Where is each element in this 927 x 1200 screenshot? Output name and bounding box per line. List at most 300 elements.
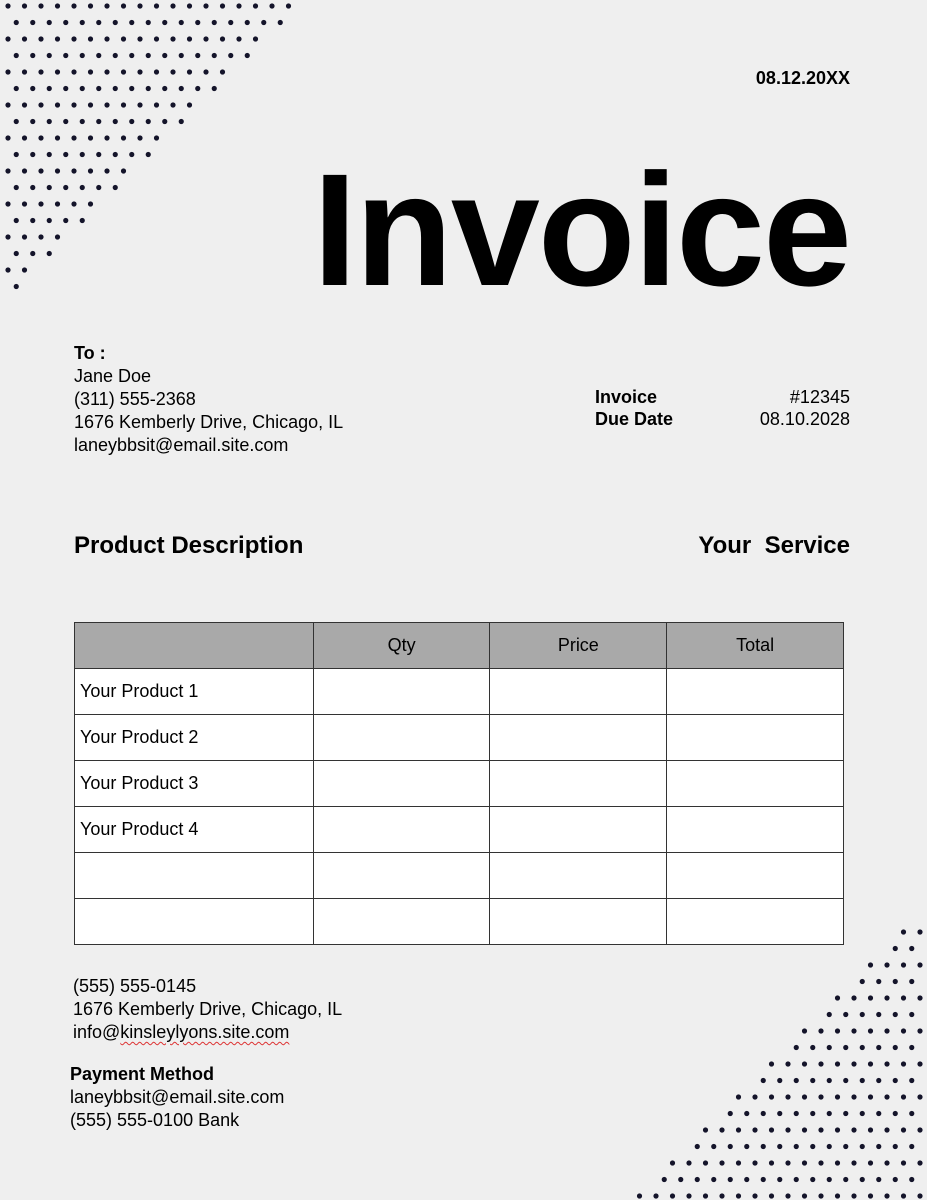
pattern-dot: [22, 3, 27, 8]
pattern-dot: [884, 995, 889, 1000]
pattern-dot: [203, 69, 208, 74]
pattern-dot: [901, 1028, 906, 1033]
pattern-dot: [909, 979, 914, 984]
recipient-block: [74, 342, 343, 457]
pattern-dot: [38, 69, 43, 74]
pattern-dot: [901, 929, 906, 934]
pattern-dot: [810, 1078, 815, 1083]
pattern-dot: [228, 53, 233, 58]
pattern-dot: [187, 69, 192, 74]
recipient-label: To :: [74, 343, 106, 363]
pattern-dot: [860, 979, 865, 984]
pattern-dot: [851, 1160, 856, 1165]
pattern-dot: [876, 1111, 881, 1116]
pattern-dot: [63, 86, 68, 91]
pattern-dot: [868, 1127, 873, 1132]
pattern-dot: [113, 152, 118, 157]
pattern-dot: [30, 53, 35, 58]
pattern-dot: [5, 3, 10, 8]
pattern-dot: [203, 3, 208, 8]
pattern-dot: [30, 185, 35, 190]
pattern-dot: [876, 1078, 881, 1083]
pattern-dot: [104, 102, 109, 107]
pattern-dot: [843, 1012, 848, 1017]
pattern-dot: [719, 1193, 724, 1198]
pattern-dot: [703, 1193, 708, 1198]
item-name-cell[interactable]: Your Product 1: [75, 669, 314, 715]
table-row: [75, 807, 844, 853]
pattern-dot: [162, 86, 167, 91]
pattern-dot: [14, 86, 19, 91]
pattern-dot: [843, 1177, 848, 1182]
pattern-dot: [761, 1144, 766, 1149]
pattern-dot: [876, 1045, 881, 1050]
pattern-dot: [88, 201, 93, 206]
sender-address: 1676 Kemberly Drive, Chicago, IL: [73, 999, 343, 1019]
pattern-dot: [63, 53, 68, 58]
pattern-dot: [893, 1045, 898, 1050]
pattern-dot: [917, 1094, 922, 1099]
pattern-dot: [63, 185, 68, 190]
pattern-dot: [835, 1061, 840, 1066]
pattern-dot: [835, 1094, 840, 1099]
pattern-dot: [104, 36, 109, 41]
pattern-dot: [761, 1177, 766, 1182]
pattern-dot: [146, 20, 151, 25]
pattern-dot: [752, 1094, 757, 1099]
invoice-meta: [595, 386, 850, 430]
pattern-dot: [909, 1045, 914, 1050]
price-cell[interactable]: [490, 761, 667, 807]
pattern-dot: [137, 69, 142, 74]
pattern-dot: [785, 1193, 790, 1198]
sender-email: [73, 1021, 342, 1044]
pattern-dot: [860, 1045, 865, 1050]
pattern-dot: [818, 1127, 823, 1132]
qty-cell[interactable]: [313, 899, 490, 945]
recipient-address: 1676 Kemberly Drive, Chicago, IL: [74, 412, 344, 432]
spellcheck-flagged-text: kinsleylyons.site.com: [120, 1022, 290, 1042]
pattern-dot: [686, 1160, 691, 1165]
pattern-dot: [785, 1160, 790, 1165]
pattern-dot: [810, 1045, 815, 1050]
pattern-dot: [30, 152, 35, 157]
pattern-dot: [88, 168, 93, 173]
pattern-dot: [137, 102, 142, 107]
pattern-dot: [146, 152, 151, 157]
pattern-dot: [121, 102, 126, 107]
pattern-dot: [38, 234, 43, 239]
recipient-phone: (311) 555-2368: [74, 389, 196, 409]
pattern-dot: [162, 20, 167, 25]
pattern-dot: [96, 86, 101, 91]
pattern-dot: [917, 1193, 922, 1198]
pattern-dot: [22, 201, 27, 206]
pattern-dot: [893, 1177, 898, 1182]
price-cell[interactable]: [490, 807, 667, 853]
pattern-dot: [179, 53, 184, 58]
pattern-dot: [818, 1028, 823, 1033]
pattern-dot: [63, 218, 68, 223]
pattern-dot: [868, 1061, 873, 1066]
recipient-name: Jane Doe: [74, 366, 152, 386]
qty-cell[interactable]: [313, 853, 490, 899]
pattern-dot: [55, 135, 60, 140]
pattern-dot: [728, 1111, 733, 1116]
pattern-dot: [761, 1078, 766, 1083]
pattern-dot: [96, 53, 101, 58]
pattern-dot: [851, 1061, 856, 1066]
pattern-dot: [884, 1160, 889, 1165]
pattern-dot: [769, 1160, 774, 1165]
due-date-label: Due Date: [595, 409, 674, 429]
pattern-dot: [14, 53, 19, 58]
total-cell[interactable]: [667, 807, 844, 853]
pattern-dot: [80, 152, 85, 157]
pattern-dot: [30, 251, 35, 256]
total-cell[interactable]: [667, 899, 844, 945]
item-name-cell[interactable]: Your Product 2: [75, 715, 314, 761]
header-qty: Qty: [313, 623, 490, 669]
pattern-dot: [162, 119, 167, 124]
pattern-dot: [744, 1144, 749, 1149]
pattern-dot: [909, 1111, 914, 1116]
pattern-dot: [55, 234, 60, 239]
page-title: Invoice: [312, 140, 850, 319]
pattern-dot: [137, 135, 142, 140]
top-left-dot-pattern: [5, 3, 291, 289]
table-row: [75, 853, 844, 899]
price-cell[interactable]: [490, 669, 667, 715]
pattern-dot: [121, 36, 126, 41]
pattern-dot: [901, 962, 906, 967]
sender-email-prefix: info@: [73, 1022, 121, 1042]
pattern-dot: [901, 995, 906, 1000]
pattern-dot: [736, 1193, 741, 1198]
total-cell[interactable]: [667, 761, 844, 807]
price-cell[interactable]: [490, 853, 667, 899]
pattern-dot: [22, 36, 27, 41]
pattern-dot: [810, 1111, 815, 1116]
header-total: Total: [667, 623, 844, 669]
pattern-dot: [827, 1144, 832, 1149]
pattern-dot: [835, 1160, 840, 1165]
pattern-dot: [843, 1111, 848, 1116]
pattern-dot: [802, 1094, 807, 1099]
pattern-dot: [901, 1160, 906, 1165]
pattern-dot: [38, 36, 43, 41]
pattern-dot: [113, 185, 118, 190]
pattern-dot: [744, 1111, 749, 1116]
sender-contact-block: [73, 975, 342, 1044]
pattern-dot: [868, 995, 873, 1000]
pattern-dot: [917, 1061, 922, 1066]
item-name-cell[interactable]: Your Product 4: [75, 807, 314, 853]
table-row: [75, 761, 844, 807]
pattern-dot: [794, 1177, 799, 1182]
table-row: [75, 899, 844, 945]
pattern-dot: [63, 119, 68, 124]
pattern-dot: [769, 1094, 774, 1099]
pattern-dot: [777, 1111, 782, 1116]
pattern-dot: [179, 86, 184, 91]
pattern-dot: [14, 119, 19, 124]
pattern-dot: [113, 86, 118, 91]
pattern-dot: [22, 69, 27, 74]
pattern-dot: [835, 1028, 840, 1033]
pattern-dot: [47, 251, 52, 256]
pattern-dot: [14, 152, 19, 157]
pattern-dot: [55, 201, 60, 206]
pattern-dot: [170, 102, 175, 107]
pattern-dot: [901, 1094, 906, 1099]
pattern-dot: [868, 962, 873, 967]
pattern-dot: [5, 234, 10, 239]
pattern-dot: [55, 168, 60, 173]
pattern-dot: [146, 86, 151, 91]
qty-cell[interactable]: [313, 669, 490, 715]
pattern-dot: [80, 185, 85, 190]
pattern-dot: [88, 135, 93, 140]
pattern-dot: [827, 1045, 832, 1050]
pattern-dot: [220, 36, 225, 41]
pattern-dot: [104, 69, 109, 74]
pattern-dot: [80, 86, 85, 91]
pattern-dot: [909, 946, 914, 951]
sender-phone: (555) 555-0145: [73, 976, 197, 996]
pattern-dot: [827, 1111, 832, 1116]
pattern-dot: [810, 1144, 815, 1149]
pattern-dot: [154, 36, 159, 41]
price-cell[interactable]: [490, 715, 667, 761]
pattern-dot: [860, 1012, 865, 1017]
pattern-dot: [703, 1127, 708, 1132]
pattern-dot: [785, 1094, 790, 1099]
pattern-dot: [868, 1160, 873, 1165]
pattern-dot: [187, 3, 192, 8]
pattern-dot: [851, 1028, 856, 1033]
pattern-dot: [736, 1127, 741, 1132]
pattern-dot: [80, 119, 85, 124]
pattern-dot: [670, 1160, 675, 1165]
pattern-dot: [14, 185, 19, 190]
item-name-cell[interactable]: [75, 899, 314, 945]
pattern-dot: [22, 234, 27, 239]
pattern-dot: [884, 1193, 889, 1198]
pattern-dot: [728, 1177, 733, 1182]
pattern-dot: [71, 168, 76, 173]
pattern-dot: [893, 1111, 898, 1116]
pattern-dot: [96, 119, 101, 124]
pattern-dot: [38, 201, 43, 206]
pattern-dot: [777, 1144, 782, 1149]
pattern-dot: [63, 20, 68, 25]
pattern-dot: [80, 53, 85, 58]
pattern-dot: [14, 20, 19, 25]
pattern-dot: [876, 1012, 881, 1017]
pattern-dot: [269, 3, 274, 8]
pattern-dot: [5, 267, 10, 272]
pattern-dot: [711, 1144, 716, 1149]
pattern-dot: [794, 1078, 799, 1083]
due-date: 08.10.2028: [759, 409, 850, 429]
service-heading: Your Service: [698, 532, 850, 559]
pattern-dot: [22, 135, 27, 140]
pattern-dot: [236, 36, 241, 41]
pattern-dot: [785, 1061, 790, 1066]
total-cell[interactable]: [667, 715, 844, 761]
invoice-date: 08.12.20XX: [755, 68, 850, 88]
pattern-dot: [884, 1028, 889, 1033]
pattern-dot: [909, 1144, 914, 1149]
pattern-dot: [121, 69, 126, 74]
pattern-dot: [818, 1094, 823, 1099]
pattern-dot: [96, 20, 101, 25]
pattern-dot: [80, 218, 85, 223]
pattern-dot: [728, 1144, 733, 1149]
pattern-dot: [752, 1127, 757, 1132]
pattern-dot: [827, 1012, 832, 1017]
pattern-dot: [170, 69, 175, 74]
item-name-cell[interactable]: [75, 853, 314, 899]
pattern-dot: [884, 1061, 889, 1066]
pattern-dot: [5, 36, 10, 41]
pattern-dot: [901, 1061, 906, 1066]
pattern-dot: [876, 1144, 881, 1149]
pattern-dot: [47, 119, 52, 124]
pattern-dot: [47, 86, 52, 91]
pattern-dot: [5, 135, 10, 140]
pattern-dot: [752, 1160, 757, 1165]
pattern-dot: [137, 36, 142, 41]
pattern-dot: [88, 3, 93, 8]
pattern-dot: [860, 1078, 865, 1083]
pattern-dot: [860, 1177, 865, 1182]
pattern-dot: [736, 1160, 741, 1165]
pattern-dot: [909, 1078, 914, 1083]
pattern-dot: [917, 1028, 922, 1033]
pattern-dot: [253, 3, 258, 8]
pattern-dot: [154, 135, 159, 140]
pattern-dot: [146, 53, 151, 58]
total-cell[interactable]: [667, 853, 844, 899]
pattern-dot: [14, 218, 19, 223]
pattern-dot: [195, 20, 200, 25]
table-header-row: [75, 623, 844, 669]
pattern-dot: [769, 1127, 774, 1132]
pattern-dot: [129, 152, 134, 157]
pattern-dot: [55, 36, 60, 41]
pattern-dot: [909, 1012, 914, 1017]
pattern-dot: [63, 152, 68, 157]
pattern-dot: [71, 201, 76, 206]
header-item: [75, 623, 314, 669]
pattern-dot: [187, 102, 192, 107]
pattern-dot: [917, 995, 922, 1000]
pattern-dot: [220, 69, 225, 74]
pattern-dot: [88, 102, 93, 107]
pattern-dot: [261, 20, 266, 25]
pattern-dot: [818, 1160, 823, 1165]
pattern-dot: [802, 1160, 807, 1165]
invoice-items-table: [74, 622, 844, 945]
total-cell[interactable]: [667, 669, 844, 715]
pattern-dot: [851, 1127, 856, 1132]
pattern-dot: [154, 69, 159, 74]
pattern-dot: [245, 53, 250, 58]
pattern-dot: [278, 20, 283, 25]
pattern-dot: [860, 1111, 865, 1116]
pattern-dot: [794, 1111, 799, 1116]
invoice-number-row: [595, 386, 850, 408]
invoice-number: #12345: [789, 387, 850, 407]
qty-cell[interactable]: [313, 715, 490, 761]
price-cell[interactable]: [490, 899, 667, 945]
pattern-dot: [212, 86, 217, 91]
pattern-dot: [917, 962, 922, 967]
pattern-dot: [736, 1094, 741, 1099]
pattern-dot: [80, 20, 85, 25]
pattern-dot: [893, 1078, 898, 1083]
pattern-dot: [843, 1078, 848, 1083]
pattern-dot: [901, 1193, 906, 1198]
pattern-dot: [851, 1094, 856, 1099]
pattern-dot: [835, 995, 840, 1000]
pattern-dot: [47, 20, 52, 25]
pattern-dot: [121, 168, 126, 173]
pattern-dot: [187, 36, 192, 41]
pattern-dot: [195, 53, 200, 58]
pattern-dot: [917, 1127, 922, 1132]
table-row: [75, 715, 844, 761]
qty-cell[interactable]: [313, 807, 490, 853]
pattern-dot: [14, 284, 19, 289]
pattern-dot: [670, 1193, 675, 1198]
pattern-dot: [794, 1045, 799, 1050]
pattern-dot: [88, 69, 93, 74]
table-row: [75, 669, 844, 715]
pattern-dot: [253, 36, 258, 41]
pattern-dot: [71, 36, 76, 41]
pattern-dot: [653, 1193, 658, 1198]
pattern-dot: [220, 3, 225, 8]
item-name-cell[interactable]: Your Product 3: [75, 761, 314, 807]
pattern-dot: [30, 86, 35, 91]
recipient-email: laneybbsit@email.site.com: [74, 435, 289, 455]
pattern-dot: [14, 251, 19, 256]
pattern-dot: [129, 53, 134, 58]
pattern-dot: [179, 20, 184, 25]
pattern-dot: [38, 102, 43, 107]
payment-bank: (555) 555-0100 Bank: [70, 1110, 240, 1130]
pattern-dot: [55, 3, 60, 8]
payment-method-label: Payment Method: [70, 1064, 215, 1084]
pattern-dot: [154, 102, 159, 107]
qty-cell[interactable]: [313, 761, 490, 807]
pattern-dot: [802, 1061, 807, 1066]
pattern-dot: [104, 135, 109, 140]
pattern-dot: [5, 168, 10, 173]
pattern-dot: [719, 1127, 724, 1132]
pattern-dot: [121, 3, 126, 8]
pattern-dot: [129, 119, 134, 124]
pattern-dot: [38, 135, 43, 140]
pattern-dot: [71, 135, 76, 140]
pattern-dot: [71, 3, 76, 8]
pattern-dot: [785, 1127, 790, 1132]
pattern-dot: [868, 1094, 873, 1099]
pattern-dot: [22, 267, 27, 272]
